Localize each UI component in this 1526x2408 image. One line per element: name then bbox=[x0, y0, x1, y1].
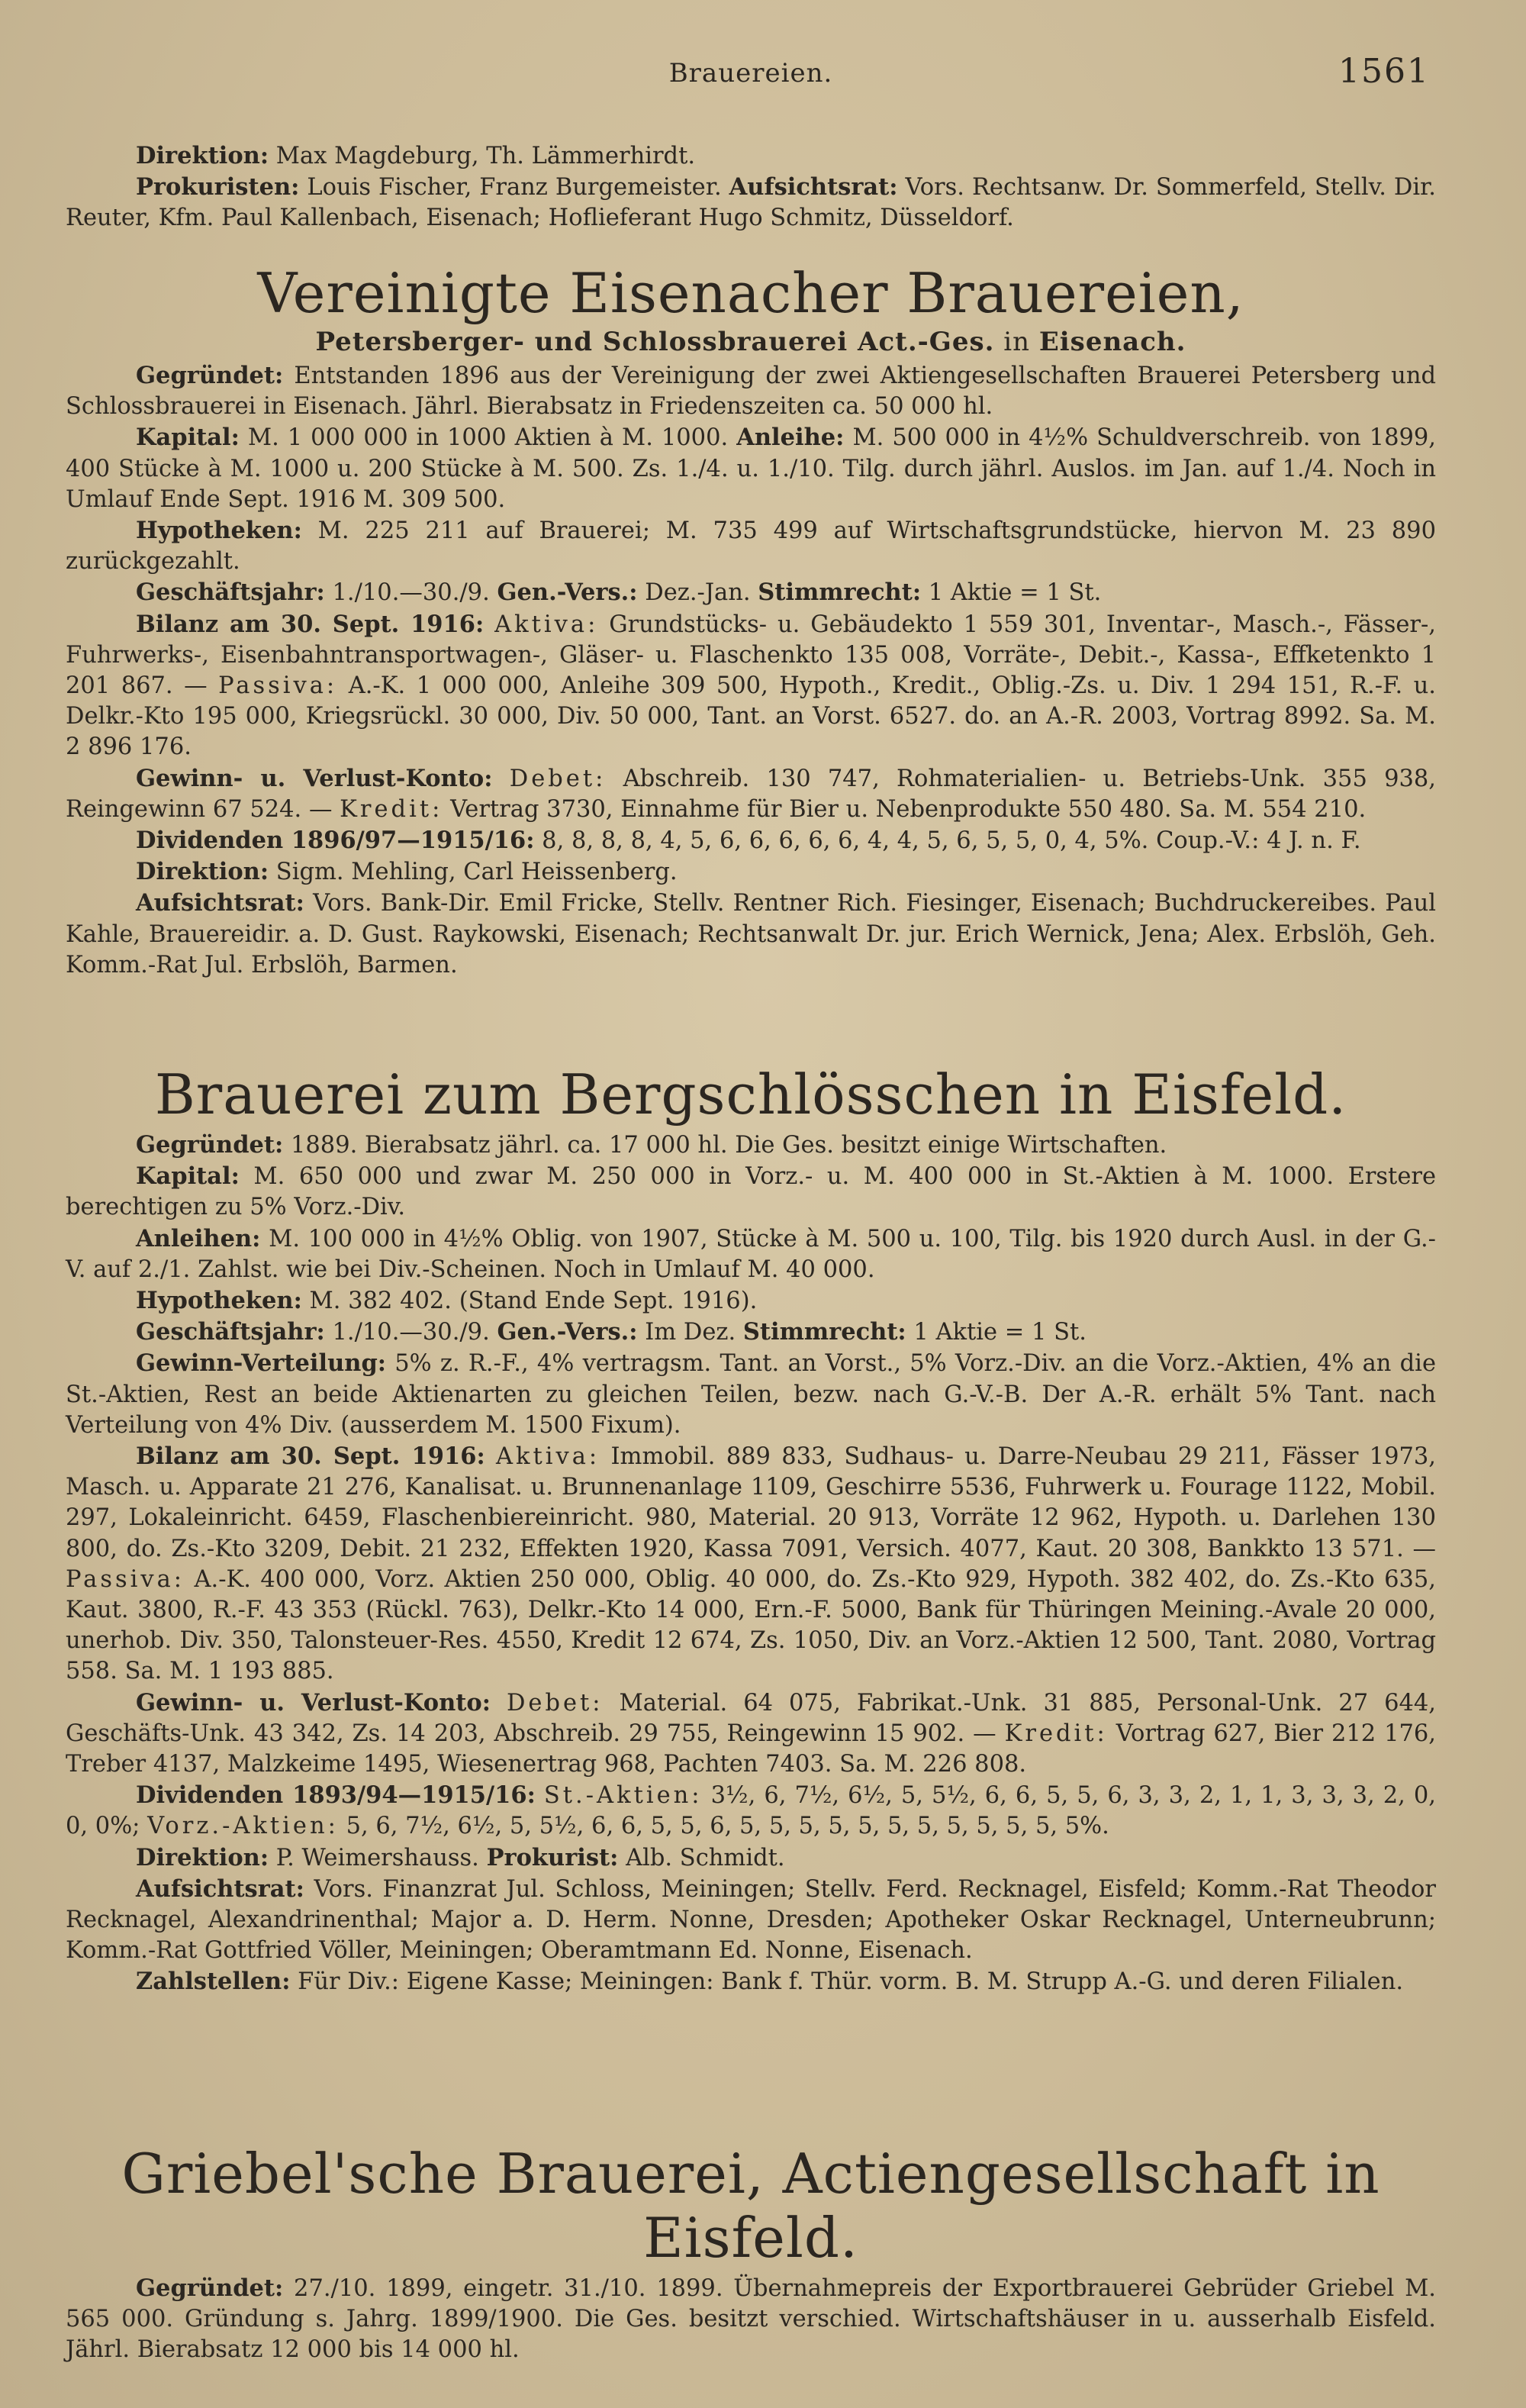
company-subtitle bbox=[66, 325, 1436, 359]
section-bergschloesschen bbox=[66, 1062, 1436, 1998]
field-text bbox=[493, 766, 510, 792]
field-text: 5% z. R.-F., 4% vertragsm. Tant. an Vorst., 5% Vorz.-Div. an die Vorz.-Aktien, 4% an die St.-Aktien, Rest an beide Aktienarten zu gleichen Teilen, bezw. nach G.-V.-B. Der A.-R. erhält 5% Tant. nach Verteilung von 4% Div. (ausserdem M. 1500 Fixum). bbox=[66, 1350, 1436, 1439]
section2-body bbox=[66, 1130, 1436, 1998]
subtitle-place: Eisenach. bbox=[1038, 327, 1186, 357]
field-label: Gewinn- u. Verlust-Konto: bbox=[136, 1688, 491, 1717]
spaced-label: Passiva: bbox=[66, 1565, 185, 1593]
field-text: 8, 8, 8, 8, 4, 5, 6, 6, 6, 6, 6, 4, 4, 5, 6, 5, 5, 0, 4, 5%. Coup.-V.: 4 J. n. F. bbox=[534, 827, 1361, 855]
spaced-label: Passiva: bbox=[218, 672, 338, 700]
entry-paragraph bbox=[66, 763, 1436, 825]
field-text: Vors. Finanzrat Jul. Schloss, Meiningen; Stellv. Ferd. Recknagel, Eisfeld; Komm.-Rat Theodor Recknagel, Alexandrinenthal; Major a. D. Herm. Nonne, Dresden; Apotheker Oskar Recknagel, Unterneubrunn; Komm.-Rat Gottfried Völler, Meiningen; Oberamtmann Ed. Nonne, Eisenach. bbox=[66, 1875, 1436, 1965]
entry-paragraph bbox=[66, 1130, 1436, 1161]
field-label: Bilanz am 30. Sept. 1916: bbox=[136, 1443, 485, 1471]
field-label: Direktion: bbox=[136, 1843, 269, 1871]
field-text: 1889. Bierabsatz jährl. ca. 17 000 hl. Die Ges. besitzt einige Wirtschaften. bbox=[283, 1132, 1167, 1159]
entry-paragraph bbox=[66, 1348, 1436, 1441]
field-label: Gen.-Vers.: bbox=[497, 579, 638, 607]
field-text: Vors. Rechtsanw. Dr. Sommerfeld, Stellv. Dir. Reuter, Kfm. Paul Kallenbach, Eisenach; Hoflieferant Hugo Schmitz, Düsseldorf. bbox=[66, 174, 1436, 232]
intro-block bbox=[66, 140, 1436, 234]
field-text: Max Magdeburg, Th. Lämmerhirdt. bbox=[269, 143, 696, 169]
page-number: 1561 bbox=[1338, 52, 1430, 91]
entry-paragraph bbox=[66, 1441, 1436, 1688]
field-text: Für Div.: Eigene Kasse; Meiningen: Bank f. Thür. vorm. B. M. Strupp A.-G. und deren Filialen. bbox=[290, 1968, 1404, 1996]
entry-paragraph bbox=[66, 1223, 1436, 1285]
entry-paragraph bbox=[66, 1874, 1436, 1967]
company-title: Vereinigte Eisenacher Brauereien, bbox=[257, 261, 1244, 325]
field-text: Abschreib. 130 747, Rohmaterialien- u. Betriebs-Unk. 355 938, Reingewinn 67 524. — bbox=[66, 765, 1436, 823]
field-text: A.-K. 1 000 000, Anleihe 309 500, Hypoth., Kredit., Oblig.-Zs. u. Div. 1 294 151, R.-F. u. Delkr.-Kto 195 000, Kriegsrückl. 30 000, Div. 50 000, Tant. an Vorst. 6527. do. an A.-R. 2003, Vortrag 8992. Sa. M. 2 896 176. bbox=[66, 672, 1436, 761]
spaced-label: Aktiva: bbox=[494, 611, 599, 638]
page-header bbox=[66, 52, 1436, 98]
company-title: Brauerei zum Bergschlösschen in Eisfeld. bbox=[154, 1062, 1347, 1127]
entry-paragraph bbox=[66, 2273, 1436, 2366]
field-label: Gegründet: bbox=[136, 1131, 284, 1159]
entry-paragraph bbox=[66, 1161, 1436, 1223]
field-text: M. 225 211 auf Brauerei; M. 735 499 auf Wirtschaftsgrundstücke, hiervon M. 23 890 zurückgezahlt. bbox=[66, 517, 1436, 575]
field-text: M. 100 000 in 4½% Oblig. von 1907, Stücke à M. 500 u. 100, Tilg. bis 1920 durch Ausl. in der G.-V. auf 2./1. Zahlst. wie bei Div.-Scheinen. Noch in Umlauf M. 40 000. bbox=[66, 1225, 1436, 1283]
field-text bbox=[536, 1782, 544, 1809]
entry-paragraph bbox=[66, 515, 1436, 577]
entry-paragraph bbox=[66, 888, 1436, 981]
field-text: 1 Aktie = 1 St. bbox=[906, 1319, 1087, 1346]
subtitle-name: Petersberger- und Schlossbrauerei Act.-Ges. bbox=[315, 327, 995, 357]
entry-paragraph bbox=[66, 825, 1436, 856]
field-text: 1./10.—30./9. bbox=[324, 1319, 497, 1346]
spaced-label: Vorz.-Aktien: bbox=[147, 1813, 339, 1840]
running-title: Brauereien. bbox=[668, 58, 833, 89]
intro-direktion bbox=[66, 140, 1436, 172]
field-label: Direktion: bbox=[136, 142, 269, 169]
field-text bbox=[485, 1443, 496, 1470]
entry-paragraph bbox=[66, 1688, 1436, 1781]
field-label: Gegründet: bbox=[136, 2274, 284, 2302]
field-label: Stimmrecht: bbox=[758, 579, 922, 607]
entry-paragraph bbox=[66, 577, 1436, 608]
field-label: Kapital: bbox=[136, 1162, 240, 1191]
spaced-label: Debet: bbox=[506, 1689, 604, 1717]
spaced-label: St.-Aktien: bbox=[543, 1782, 703, 1810]
entry-paragraph bbox=[66, 1780, 1436, 1842]
field-text: Vors. Bank-Dir. Emil Fricke, Stellv. Rentner Rich. Fiesinger, Eisenach; Buchdruckereibes. Paul Kahle, Brauereidir. a. D. Gust. Raykowski, Eisenach; Rechtsanwalt Dr. jur. Erich Wernick, Jena; Alex. Erbslöh, Geh. Komm.-Rat Jul. Erbslöh, Barmen. bbox=[66, 890, 1436, 978]
field-text: Sigm. Mehling, Carl Heissenberg. bbox=[269, 859, 678, 886]
field-label: Geschäftsjahr: bbox=[136, 1318, 325, 1346]
field-text: A.-K. 400 000, Vorz. Aktien 250 000, Oblig. 40 000, do. Zs.-Kto 929, Hypoth. 382 402, do. Zs.-Kto 635, Kaut. 3800, R.-F. 43 353 (Rückl. 763), Delkr.-Kto 14 000, Ern.-F. 5000, Bank für Thüringen Meining.-Avale 20 000, unerhob. Div. 350, Talonsteuer-Res. 4550, Kredit 12 674, Zs. 1050, Div. an Vorz.-Aktien 12 500, Tant. 2080, Vortrag 558. Sa. M. 1 193 885. bbox=[66, 1565, 1436, 1685]
company-title: Griebel'sche Brauerei, Actiengesellschaft in Eisfeld. bbox=[121, 2142, 1380, 2270]
entry-paragraph bbox=[66, 856, 1436, 888]
field-label: Prokuristen: bbox=[136, 173, 300, 201]
section-vereinigte-eisenacher bbox=[66, 261, 1436, 981]
section-griebel bbox=[66, 2142, 1436, 2366]
spaced-label: Kredit: bbox=[340, 795, 443, 823]
entry-paragraph bbox=[66, 360, 1436, 422]
field-text: Im Dez. bbox=[637, 1319, 743, 1346]
field-text bbox=[491, 1690, 507, 1717]
field-text: Louis Fischer, Franz Burgemeister. bbox=[299, 174, 729, 201]
field-text: P. Weimershauss. bbox=[269, 1844, 487, 1871]
field-label: Stimmrecht: bbox=[742, 1318, 906, 1346]
field-label: Zahlstellen: bbox=[136, 1968, 291, 1996]
field-text: Immobil. 889 833, Sudhaus- u. Darre-Neubau 29 211, Fässer 1973, Masch. u. Apparate 21 276, Kanalisat. u. Brunnenanlage 1109, Geschirre 5536, Fuhrwerk u. Fourage 1122, Mobil. 297, Lokaleinricht. 6459, Flaschenbiereinricht. 980, Material. 20 913, Vorräte 12 962, Hypoth. u. Darlehen 130 800, do. Zs.-Kto 3209, Debit. 21 232, Effekten 1920, Kassa 7091, Versich. 4077, Kaut. 20 308, Bankkto 13 571. — bbox=[66, 1443, 1436, 1562]
field-text: Vortrag 627, Bier 212 176, Treber 4137, Malzkeime 1495, Wiesenertrag 968, Pachten 7403. Sa. M. 226 808. bbox=[66, 1720, 1436, 1778]
field-text: M. 1 000 000 in 1000 Aktien à M. 1000. bbox=[239, 424, 737, 452]
entry-paragraph bbox=[66, 1966, 1436, 1997]
field-label: Direktion: bbox=[136, 858, 269, 886]
field-text: Dez.-Jan. bbox=[637, 579, 758, 607]
field-label: Aufsichtsrat: bbox=[136, 1875, 304, 1903]
field-label: Kapital: bbox=[136, 424, 240, 452]
field-label: Gewinn-Verteilung: bbox=[136, 1349, 387, 1378]
field-text: Material. 64 075, Fabrikat.-Unk. 31 885, Personal-Unk. 27 644, Geschäfts-Unk. 43 342, Zs. 14 203, Abschreib. 29 755, Reingewinn 15 902. — bbox=[66, 1689, 1436, 1747]
entry-paragraph bbox=[66, 609, 1436, 763]
field-text: 5, 6, 7½, 6½, 5, 5½, 6, 6, 5, 5, 6, 5, 5, 5, 5, 5, 5, 5, 5, 5, 5, 5, 5%. bbox=[338, 1813, 1109, 1840]
field-text: Entstanden 1896 aus der Vereinigung der zwei Aktiengesellschaften Brauerei Petersberg und Schlossbrauerei in Eisenach. Jährl. Bierabsatz in Friedenszeiten ca. 50 000 hl. bbox=[66, 363, 1436, 421]
intro-prokuristen bbox=[66, 172, 1436, 234]
field-text: 3½, 6, 7½, 6½, 5, 5½, 6, 6, 5, 5, 6, 3, 3, 2, 1, 1, 3, 3, 3, 2, 0, 0, 0%; bbox=[66, 1782, 1436, 1840]
field-label: Anleihen: bbox=[136, 1224, 261, 1252]
spaced-label: Kredit: bbox=[1004, 1720, 1108, 1747]
entry-paragraph bbox=[66, 1285, 1436, 1317]
field-label: Geschäftsjahr: bbox=[136, 579, 325, 607]
field-label: Gen.-Vers.: bbox=[497, 1318, 638, 1346]
entry-paragraph bbox=[66, 422, 1436, 515]
field-label: Hypotheken: bbox=[136, 517, 302, 545]
field-text: M. 650 000 und zwar M. 250 000 in Vorz.- u. M. 400 000 in St.-Aktien à M. 1000. Erstere berechtigen zu 5% Vorz.-Div. bbox=[66, 1163, 1436, 1221]
field-label: Gegründet: bbox=[136, 362, 284, 389]
field-label: Hypotheken: bbox=[136, 1287, 302, 1315]
field-label: Aufsichtsrat: bbox=[136, 889, 304, 917]
field-text: 1 Aktie = 1 St. bbox=[921, 579, 1102, 607]
field-label: Dividenden 1896/97—1915/16: bbox=[136, 827, 535, 855]
entry-paragraph bbox=[66, 1317, 1436, 1348]
field-label: Prokurist: bbox=[486, 1843, 619, 1871]
field-label: Dividenden 1893/94—1915/16: bbox=[136, 1781, 536, 1810]
field-text: 27./10. 1899, eingetr. 31./10. 1899. Übernahmepreis der Exportbrauerei Gebrüder Griebel M. 565 000. Gründung s. Jahrg. 1899/1900. Die Ges. besitzt verschied. Wirtschaftshäuser in u. ausserhalb Eisfeld. Jährl. Bierabsatz 12 000 bis 14 000 hl. bbox=[66, 2275, 1436, 2364]
field-text: M. 382 402. (Stand Ende Sept. 1916). bbox=[301, 1288, 758, 1315]
field-text: Vertrag 3730, Einnahme für Bier u. Nebenprodukte 550 480. Sa. M. 554 210. bbox=[443, 795, 1367, 823]
entry-paragraph bbox=[66, 1842, 1436, 1874]
field-text: M. 500 000 in 4½% Schuldverschreib. von 1899, 400 Stücke à M. 1000 u. 200 Stücke à M. 500. Zs. 1./4. u. 1./10. Tilg. durch jährl. Auslos. im Jan. auf 1./4. Noch in Umlauf Ende Sept. 1916 M. 309 500. bbox=[66, 424, 1436, 513]
field-label: Aufsichtsrat: bbox=[729, 173, 898, 201]
subtitle-in: in bbox=[994, 327, 1039, 357]
field-label: Gewinn- u. Verlust-Konto: bbox=[136, 764, 493, 792]
field-label: Bilanz am 30. Sept. 1916: bbox=[136, 610, 485, 638]
field-text bbox=[484, 611, 494, 638]
field-text: 1./10.—30./9. bbox=[324, 579, 497, 607]
field-text: Alb. Schmidt. bbox=[618, 1844, 785, 1871]
section1-body bbox=[66, 360, 1436, 981]
section3-body bbox=[66, 2273, 1436, 2366]
spaced-label: Aktiva: bbox=[495, 1443, 600, 1471]
field-label: Anleihe: bbox=[736, 424, 845, 452]
spaced-label: Debet: bbox=[509, 765, 607, 792]
field-text: Grundstücks- u. Gebäudekto 1 559 301, Inventar-, Masch.-, Fässer-, Fuhrwerks-, Eisenbahntransportwagen-, Gläser- u. Flaschenkto 135 008, Vorräte-, Debit.-, Kassa-, Effketenkto 1 201 867. — bbox=[66, 611, 1436, 700]
